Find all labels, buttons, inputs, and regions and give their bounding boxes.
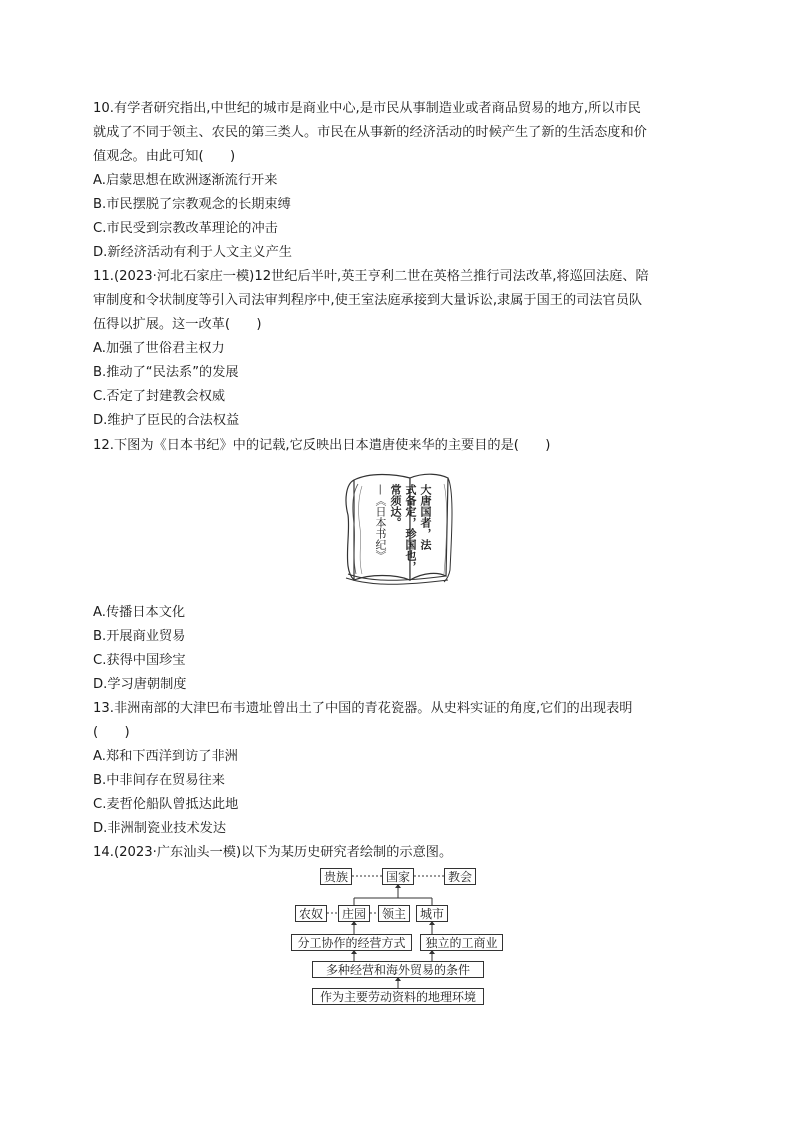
node-manor: 庄园 — [338, 905, 370, 922]
q12-option-a: A.传播日本文化 — [93, 605, 186, 620]
q11-stem-line3: 伍得以扩展。这一改革( ) — [93, 317, 262, 332]
q11-option-d: D.维护了臣民的合法权益 — [93, 413, 240, 428]
q10-option-b: B.市民摆脱了宗教观念的长期束缚 — [93, 197, 291, 212]
book-col-4: —《日本书纪》 — [374, 484, 387, 561]
q11-option-a: A.加强了世俗君主权力 — [93, 341, 225, 356]
q10-stem-line2: 就成了不同于领主、农民的第三类人。市民在从事新的经济活动的时候产生了新的生活态度和价 — [93, 125, 647, 140]
book-col-1: 大唐国者，法 — [419, 484, 432, 550]
node-conditions: 多种经营和海外贸易的条件 — [312, 961, 484, 978]
q14-stem-line1: 14.(2023·广东汕头一模)以下为某历史研究者绘制的示意图。 — [93, 845, 453, 860]
q10-option-a: A.启蒙思想在欧洲逐渐流行开来 — [93, 173, 278, 188]
q13-option-c: C.麦哲伦船队曾抵达此地 — [93, 797, 239, 812]
q13-stem-line1: 13.非洲南部的大津巴布韦遗址曾出土了中国的青花瓷器。从史料实证的角度,它们的出现表明 — [93, 701, 633, 716]
q13-option-a: A.郑和下西洋到访了非洲 — [93, 749, 238, 764]
q11-stem-line2: 审制度和令状制度等引入司法审判程序中,使王室法庭承接到大量诉讼,隶属于国王的司法官员队 — [93, 293, 643, 308]
q11-option-b: B.推动了“民法系”的发展 — [93, 365, 239, 380]
q13-option-b: B.中非间存在贸易往来 — [93, 773, 225, 788]
node-serf: 农奴 — [295, 905, 327, 922]
q12-stem-line1: 12.下图为《日本书纪》中的记载,它反映出日本遣唐使来华的主要目的是( ) — [93, 438, 551, 453]
q13-option-d: D.非洲制瓷业技术发达 — [93, 821, 227, 836]
node-geography: 作为主要劳动资料的地理环境 — [312, 988, 484, 1005]
node-state: 国家 — [382, 868, 414, 885]
book-col-3: 常须达。 — [389, 484, 402, 528]
node-division: 分工协作的经营方式 — [291, 934, 412, 951]
q12-option-c: C.获得中国珍宝 — [93, 653, 186, 668]
node-noble: 贵族 — [320, 868, 352, 885]
q11-option-c: C.否定了封建教会权威 — [93, 389, 226, 404]
q13-stem-line2: ( ) — [93, 725, 130, 740]
q12-option-d: D.学习唐朝制度 — [93, 677, 187, 692]
q10-option-c: C.市民受到宗教改革理论的冲击 — [93, 221, 278, 236]
node-commerce: 独立的工商业 — [420, 934, 503, 951]
node-city: 城市 — [416, 905, 448, 922]
q10-stem-line3: 值观念。由此可知( ) — [93, 149, 236, 164]
q11-stem-line1: 11.(2023·河北石家庄一模)12世纪后半叶,英王亨利二世在英格兰推行司法改革,将巡回法庭、陪 — [93, 269, 649, 284]
q10-text: 10.有学者研究指出,中世纪的城市是商业中心,是市民从事制造业或者商品贸易的地方,所以市民 — [93, 101, 641, 116]
node-lord: 领主 — [378, 905, 410, 922]
q12-option-b: B.开展商业贸易 — [93, 629, 186, 644]
q10-option-d: D.新经济活动有利于人文主义产生 — [93, 245, 292, 260]
book-col-2: 式备定，珍国也， — [404, 484, 417, 572]
node-church: 教会 — [444, 868, 476, 885]
